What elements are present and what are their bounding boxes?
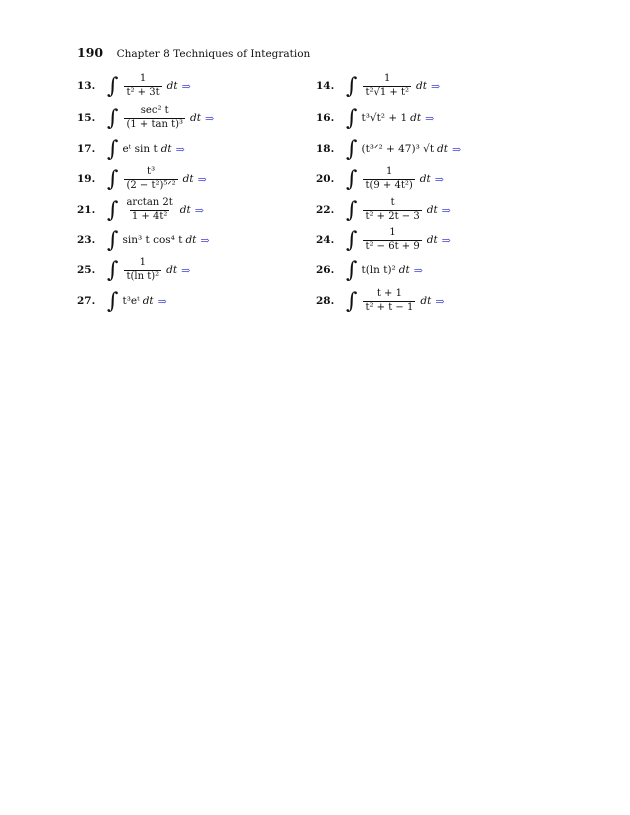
- denominator: t² + t − 1: [365, 301, 414, 313]
- differential: dt: [185, 234, 197, 246]
- problem-item: [316, 73, 440, 99]
- numerator: t: [390, 197, 395, 208]
- fraction: [124, 258, 161, 282]
- denominator: t²√1 + t²: [365, 86, 409, 98]
- problem-item: [316, 227, 451, 253]
- problem-item: [77, 257, 190, 283]
- denominator: t(9 + 4t²): [365, 179, 413, 191]
- fraction: [363, 289, 415, 313]
- numerator: arctan 2t: [126, 197, 173, 208]
- problem-item: [77, 136, 185, 162]
- differential: dt: [179, 204, 191, 216]
- problem-item: [316, 166, 444, 192]
- integrand: t(ln t)²: [361, 264, 396, 276]
- problem-number: 16.: [316, 112, 335, 124]
- problem-item: [316, 105, 434, 131]
- denominator: (1 + tan t)³: [126, 118, 183, 130]
- differential: dt: [437, 143, 448, 155]
- fraction: [124, 106, 185, 130]
- numerator: 1: [139, 73, 147, 84]
- integral-sign: ∫: [346, 258, 358, 283]
- problem-number: 27.: [77, 295, 96, 307]
- differential: dt: [420, 295, 432, 307]
- problem-number: 18.: [316, 143, 335, 155]
- problem-number: 26.: [316, 264, 335, 276]
- denominator: t² − 6t + 9: [365, 240, 420, 252]
- differential: dt: [426, 234, 438, 246]
- differential: dt: [166, 80, 178, 92]
- problem-number: 23.: [77, 234, 96, 246]
- answer-link-arrow-icon[interactable]: ⇒: [425, 111, 435, 125]
- denominator: t(ln t)²: [126, 270, 160, 282]
- problem-item: [77, 227, 210, 253]
- integrand: sin³ t cos⁴ t: [122, 234, 183, 246]
- answer-link-arrow-icon[interactable]: ⇒: [441, 203, 451, 217]
- problem-item: [77, 288, 167, 314]
- numerator: t³: [147, 166, 156, 177]
- integral-sign: ∫: [346, 167, 358, 192]
- integrand: t³√t² + 1: [361, 112, 408, 124]
- answer-link-arrow-icon[interactable]: ⇒: [430, 79, 441, 93]
- integral-sign: ∫: [107, 106, 119, 131]
- integrand: t³eᵗ: [122, 295, 140, 307]
- answer-link-arrow-icon[interactable]: ⇒: [194, 203, 204, 217]
- problem-number: 25.: [77, 264, 96, 276]
- answer-link-arrow-icon[interactable]: ⇒: [175, 142, 185, 156]
- problem-number: 15.: [77, 112, 96, 124]
- integral-sign: ∫: [107, 198, 119, 223]
- problem-number: 14.: [316, 80, 335, 92]
- numerator: sec² t: [140, 105, 169, 116]
- differential: dt: [166, 264, 178, 276]
- fraction: [363, 228, 421, 252]
- problem-number: 19.: [77, 173, 96, 185]
- problem-item: [77, 166, 207, 192]
- integral-sign: ∫: [107, 167, 119, 192]
- answer-link-arrow-icon[interactable]: ⇒: [435, 294, 445, 308]
- answer-link-arrow-icon[interactable]: ⇒: [204, 111, 215, 125]
- numerator: 1: [384, 73, 391, 84]
- denominator: 1 + 4t²: [131, 210, 168, 222]
- denominator: t² + 3t: [126, 86, 160, 98]
- fraction: [363, 167, 414, 191]
- integral-sign: ∫: [107, 289, 119, 314]
- numerator: 1: [385, 166, 393, 177]
- integral-sign: ∫: [346, 198, 358, 223]
- page-number: 190: [77, 45, 104, 60]
- problem-number: 21.: [77, 204, 96, 216]
- numerator: 1: [139, 257, 146, 268]
- integral-sign: ∫: [107, 258, 119, 283]
- integral-sign: ∫: [107, 137, 119, 162]
- problem-item: [77, 197, 204, 223]
- differential: dt: [190, 112, 201, 124]
- numerator: 1: [389, 227, 396, 238]
- integral-sign: ∫: [346, 228, 358, 253]
- differential: dt: [182, 173, 194, 185]
- problem-item: [77, 73, 191, 99]
- problem-item: [316, 257, 423, 283]
- integrand: (t³ᐟ² + 47)³ √t: [361, 143, 435, 155]
- problem-number: 20.: [316, 173, 335, 185]
- problem-item: [77, 105, 214, 131]
- fraction: [124, 74, 161, 98]
- integral-sign: ∫: [107, 74, 119, 99]
- differential: dt: [160, 143, 172, 155]
- problem-number: 22.: [316, 204, 335, 216]
- integral-sign: ∫: [346, 137, 358, 162]
- differential: dt: [398, 264, 410, 276]
- answer-link-arrow-icon[interactable]: ⇒: [197, 172, 207, 186]
- fraction: [124, 167, 177, 191]
- differential: dt: [410, 112, 422, 124]
- answer-link-arrow-icon[interactable]: ⇒: [157, 294, 167, 308]
- differential: dt: [416, 80, 427, 92]
- integrand: eᵗ sin t: [122, 143, 158, 155]
- problem-number: 17.: [77, 143, 96, 155]
- fraction: [363, 198, 421, 222]
- denominator: (2 − t²)⁵ᐟ²: [126, 179, 176, 191]
- problem-item: [316, 136, 461, 162]
- differential: dt: [419, 173, 431, 185]
- integral-sign: ∫: [346, 106, 358, 131]
- integral-sign: ∫: [107, 228, 119, 253]
- numerator: t + 1: [376, 288, 402, 299]
- page-header: [77, 45, 310, 60]
- answer-link-arrow-icon[interactable]: ⇒: [452, 142, 462, 156]
- chapter-title: Chapter 8 Techniques of Integration: [116, 48, 311, 60]
- answer-link-arrow-icon[interactable]: ⇒: [200, 233, 210, 247]
- problem-number: 13.: [77, 80, 96, 92]
- answer-link-arrow-icon[interactable]: ⇒: [181, 263, 191, 277]
- denominator: t² + 2t − 3: [365, 210, 420, 222]
- answer-link-arrow-icon[interactable]: ⇒: [413, 263, 423, 277]
- problem-item: [316, 197, 451, 223]
- problem-item: [316, 288, 445, 314]
- problem-number: 24.: [316, 234, 335, 246]
- integral-sign: ∫: [346, 289, 358, 314]
- answer-link-arrow-icon[interactable]: ⇒: [441, 233, 451, 247]
- problem-number: 28.: [316, 295, 335, 307]
- differential: dt: [426, 204, 438, 216]
- integral-sign: ∫: [346, 74, 358, 99]
- fraction: [124, 198, 174, 222]
- fraction: [363, 74, 411, 98]
- answer-link-arrow-icon[interactable]: ⇒: [181, 79, 191, 93]
- answer-link-arrow-icon[interactable]: ⇒: [434, 172, 444, 186]
- differential: dt: [142, 295, 154, 307]
